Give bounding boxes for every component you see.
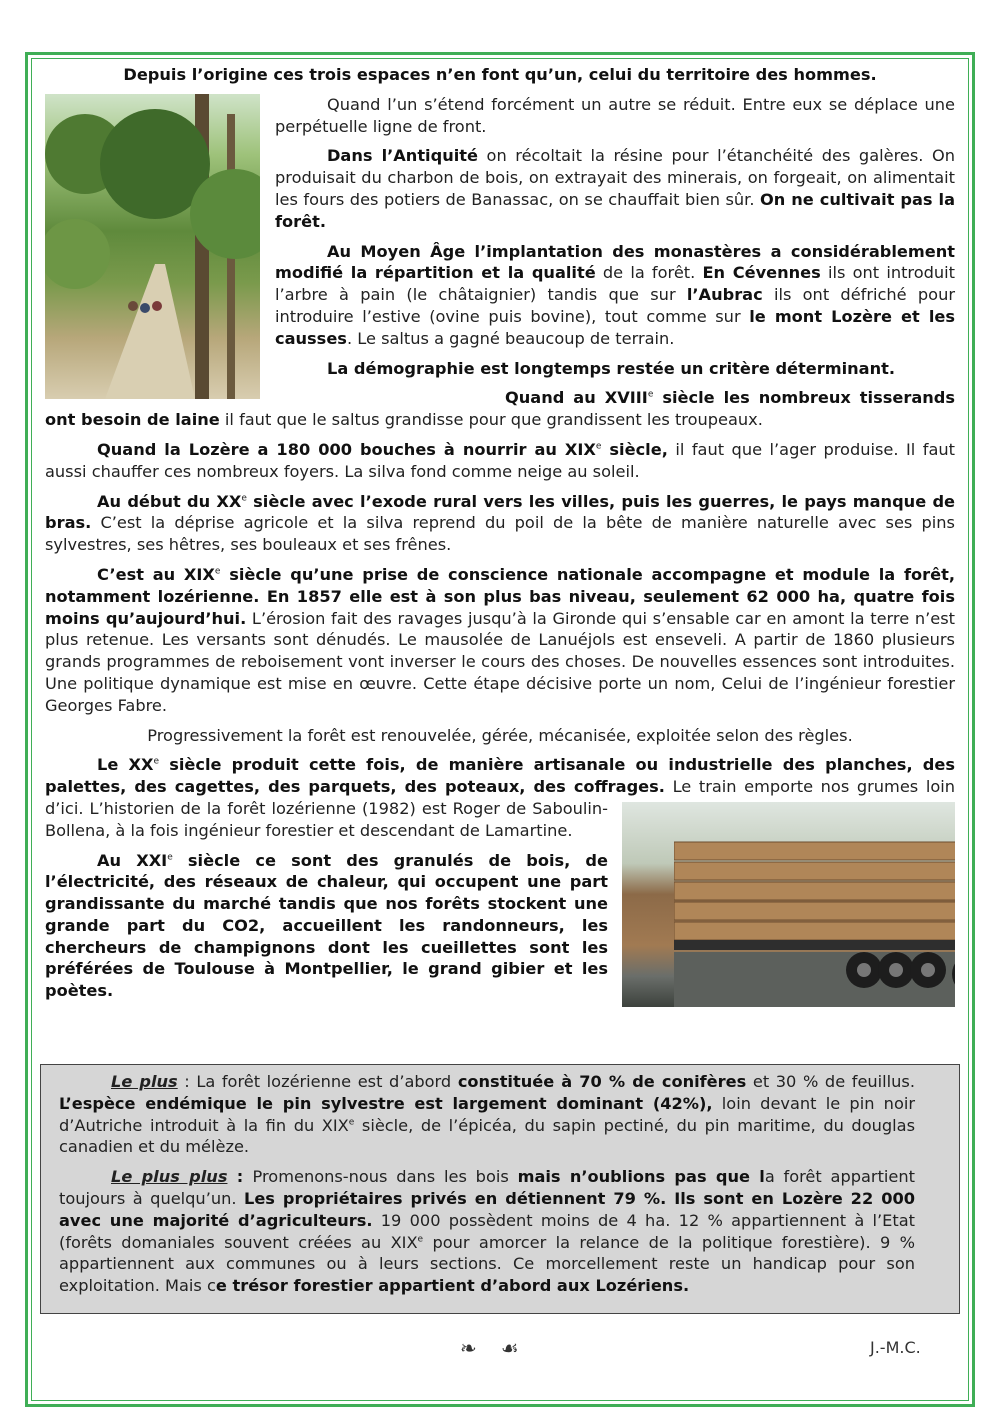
intro-line: Depuis l’origine ces trois espaces n’en font qu’un, celui du territoire des hommes. bbox=[123, 65, 877, 84]
ornament-left-icon: ❧ bbox=[460, 1336, 501, 1360]
box-le-plus-plus: Le plus plus : Promenons-nous dans les bois mais n’oublions pas que la forêt appartient toujours à quelqu’un. Les propriétaires privés en détiennent 79 %. Ils sont en Lozère 22 000 avec une majorité d’agriculteurs. 19 000 possèdent moins de 4 ha. 12 % appartiennent à l’Etat (forêts domaniales souvent créées au XIXe pour amorcer la relance de la politique forestière). 9 % appartiennent aux communes ou à leurs sections. Ce morcellement reste un handicap pour son exploitation. Mais ce trésor forestier appartient d’abord aux Lozériens. bbox=[59, 1167, 915, 1296]
log-truck-illustration bbox=[674, 802, 955, 1007]
box-le-plus: Le plus : La forêt lozérienne est d’abord constituée à 70 % de conifères et 30 % de feuillus. L’espèce endémique le pin sylvestre est largement dominant (42%), loin devant le pin noir d’Autriche introduit à la fin du XIXe siècle, de l’épicéa, du sapin pectiné, du pin maritime, du douglas canadien et du mélèze. bbox=[59, 1072, 916, 1157]
paragraph-xxi: Au XXIe siècle ce sont des granulés de bois, de l’électricité, des réseaux de chaleur, qui occupent une part grandissante du marché tandis que nos forêts stockent une grande part du CO2, accueillent les randonneurs, les chercheurs de champignons dont les cueillettes sont les préférées de Toulouse à Montpellier, le grand gibier et les poètes. bbox=[45, 850, 608, 1001]
forest-path-photo bbox=[45, 94, 260, 399]
info-box bbox=[40, 1064, 960, 1314]
ornament-right-icon: ☙ bbox=[500, 1336, 543, 1360]
paragraph-front: Quand l’un s’étend forcément un autre se réduit. Entre eux se déplace une perpétuelle ligne de front. bbox=[275, 94, 955, 136]
forest-path-illustration bbox=[45, 94, 260, 399]
paragraph-xx-exode: Au début du XXe siècle avec l’exode rural vers les villes, puis les guerres, le pays manque de bras. C’est la déprise agricole et la silva reprend du poil de la bête de manière naturelle avec ses pins sylvestres, ses hêtres, ses bouleaux et ses frênes. bbox=[45, 491, 956, 555]
paragraph-xviii: Quand au XVIIIe siècle les nombreux tisserands ont besoin de laine il faut que le saltus grandisse pour que grandissent les troupeaux. bbox=[45, 388, 955, 430]
author-signature: J.-M.C. bbox=[870, 1338, 921, 1357]
paragraph-demographie: La démographie est longtemps restée un critère déterminant. bbox=[327, 358, 896, 378]
paragraph-antiquite: Dans l’Antiquité on récoltait la résine pour l’étanchéité des galères. On produisait du charbon de bois, on extrayait des minerais, on forgeait, on alimentait les fours des potiers de Banassac, on se chauffait bien sûr. On ne cultivait pas la forêt. bbox=[275, 146, 955, 231]
paragraph-progressivement: Progressivement la forêt est renouvelée, gérée, mécanisée, exploitée selon des règles. bbox=[147, 725, 853, 745]
paragraph-xx-production: Le XXe siècle produit cette fois, de manière artisanale ou industrielle des planches, des palettes, des cagettes, des parquets, des poteaux, des coffrages. Le train emporte nos grumes loin d’ici. L’historien de la forêt lozérienne (1982) est Roger de Saboulin-Bollena, à la fois ingénieur forestier et descendant de Lamartine. bbox=[45, 754, 955, 841]
footer-ornament bbox=[460, 1336, 543, 1360]
paragraph-moyen-age: Au Moyen Âge l’implantation des monastères a considérablement modifié la répartition et la qualité de la forêt. En Cévennes ils ont introduit l’arbre à pain (le châtaignier) tandis que sur l’Aubrac ils ont défriché pour introduire l’estive (ovine puis bovine), tout comme sur le mont Lozère et les causses. Le saltus a gagné beaucoup de terrain. bbox=[275, 241, 956, 348]
paragraph-xix-bouches: Quand la Lozère a 180 000 bouches à nourrir au XIXe siècle, il faut que l’ager produise. Il faut aussi chauffer ces nombreux foyers. La silva fond comme neige au soleil. bbox=[45, 439, 956, 481]
article-body bbox=[45, 64, 955, 1013]
paragraph-xix-conscience: C’est au XIXe siècle qu’une prise de conscience nationale accompagne et module la forêt, notamment lozérienne. En 1857 elle est à son plus bas niveau, seulement 62 000 ha, quatre fois moins qu’aujourd’hui. L’érosion fait des ravages jusqu’à la Gironde qui s’ensable car en amont la terre n’est plus retenue. Les versants sont dénudés. Le mausolée de Lanuéjols est enseveli. A partir de 1860 plusieurs grands programmes de reboisement vont inverser le cours des choses. De nouvelles essences sont introduites. Une politique dynamique est mise en œuvre. Cette étape décisive porte un nom, Celui de l’ingénieur forestier Georges Fabre. bbox=[45, 564, 956, 715]
log-truck-photo bbox=[622, 802, 955, 1007]
